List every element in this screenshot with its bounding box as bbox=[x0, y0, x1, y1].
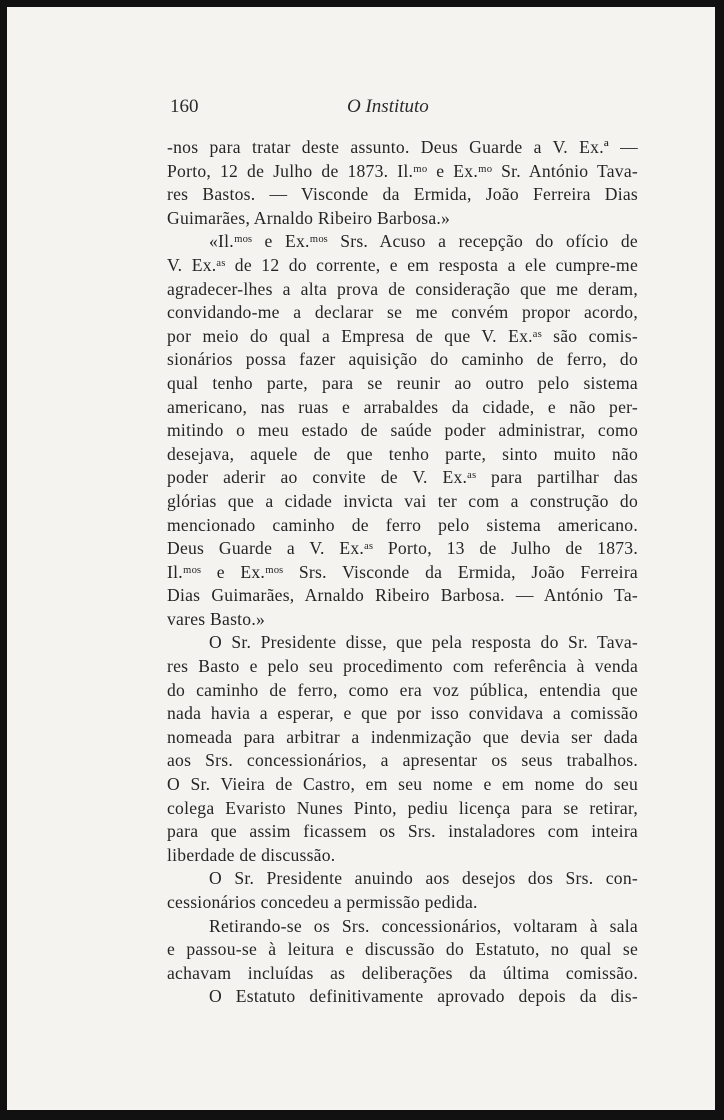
text-line: americano, nas ruas e arrabaldes da cidade, e não per- bbox=[167, 396, 638, 417]
text-line: colega Evaristo Nunes Pinto, pediu licença para se retirar, bbox=[167, 797, 638, 818]
text-line: mencionado caminho de ferro pelo sistema americano. bbox=[167, 514, 638, 535]
text-line: O Sr. Presidente disse, que pela resposta do Sr. Tava- bbox=[209, 632, 638, 653]
text-line: liberdade de discussão. bbox=[167, 844, 336, 865]
text-line: convidando-me a declarar se me convém propor acordo, bbox=[167, 302, 638, 323]
body-text bbox=[167, 136, 638, 1009]
text-line: nada havia a esperar, e que por isso convidava a comissão bbox=[167, 703, 638, 724]
text-line: mitindo o meu estado de saúde poder administrar, como bbox=[167, 420, 638, 441]
running-title: O Instituto bbox=[347, 96, 429, 117]
text-line: «Il.ᵐᵒˢ e Ex.ᵐᵒˢ Srs. Acuso a recepção do ofício de bbox=[209, 231, 638, 252]
text-line: -nos para tratar deste assunto. Deus Guarde a V. Ex.ª — bbox=[167, 137, 638, 157]
text-line: qual tenho parte, para se reunir ao outro pelo sistema bbox=[167, 372, 638, 393]
text-line: O Estatuto definitivamente aprovado depois da dis- bbox=[209, 986, 638, 1007]
text-line: O Sr. Presidente anuindo aos desejos dos Srs. con- bbox=[209, 868, 638, 889]
text-line: O Sr. Vieira de Castro, em seu nome e em nome do seu bbox=[167, 774, 638, 795]
text-line: desejava, aquele de que tenho parte, sinto muito não bbox=[167, 443, 638, 464]
text-line: agradecer-lhes a alta prova de consideração que me deram, bbox=[167, 278, 638, 299]
text-line: aos Srs. concessionários, a apresentar os seus trabalhos. bbox=[167, 750, 638, 771]
text-line: poder aderir ao convite de V. Ex.ᵃˢ para partilhar das bbox=[167, 467, 638, 488]
text-line: V. Ex.ᵃˢ de 12 do corrente, e em resposta a ele cumpre-me bbox=[167, 254, 638, 275]
text-line: Retirando-se os Srs. concessionários, voltaram à sala bbox=[209, 915, 638, 936]
text-line: Il.ᵐᵒˢ e Ex.ᵐᵒˢ Srs. Visconde da Ermida, João Ferreira bbox=[167, 561, 638, 582]
page-header bbox=[7, 96, 715, 120]
text-line: e passou-se à leitura e discussão do Estatuto, no qual se bbox=[167, 939, 638, 960]
text-line: por meio do qual a Empresa de que V. Ex.ᵃˢ são comis- bbox=[167, 325, 638, 346]
text-line: Guimarães, Arnaldo Ribeiro Barbosa.» bbox=[167, 207, 451, 228]
text-line: achavam incluídas as deliberações da última comissão. bbox=[167, 962, 638, 983]
page-number: 160 bbox=[170, 96, 199, 117]
text-line: Deus Guarde a V. Ex.ᵃˢ Porto, 13 de Julho de 1873. bbox=[167, 538, 638, 559]
text-line: res Bastos. — Visconde da Ermida, João Ferreira Dias bbox=[167, 184, 638, 205]
document-page bbox=[7, 7, 715, 1110]
text-line: glórias que a cidade invicta vai ter com a construção do bbox=[167, 490, 638, 511]
text-line: sionários possa fazer aquisição do caminho de ferro, do bbox=[167, 349, 638, 370]
text-line: Dias Guimarães, Arnaldo Ribeiro Barbosa. — António Ta- bbox=[167, 585, 638, 606]
text-line: do caminho de ferro, como era voz pública, entendia que bbox=[167, 679, 638, 700]
text-line: cessionários concedeu a permissão pedida. bbox=[167, 892, 478, 912]
text-line: Porto, 12 de Julho de 1873. Il.ᵐᵒ e Ex.ᵐᵒ Sr. António Tava- bbox=[167, 160, 638, 181]
text-line: res Basto e pelo seu procedimento com referência à venda bbox=[167, 656, 638, 677]
text-line: para que assim ficassem os Srs. instaladores com inteira bbox=[167, 821, 638, 842]
text-line: vares Basto.» bbox=[167, 608, 266, 629]
text-line: nomeada para arbitrar a indenmização que devia ser dada bbox=[167, 726, 638, 747]
